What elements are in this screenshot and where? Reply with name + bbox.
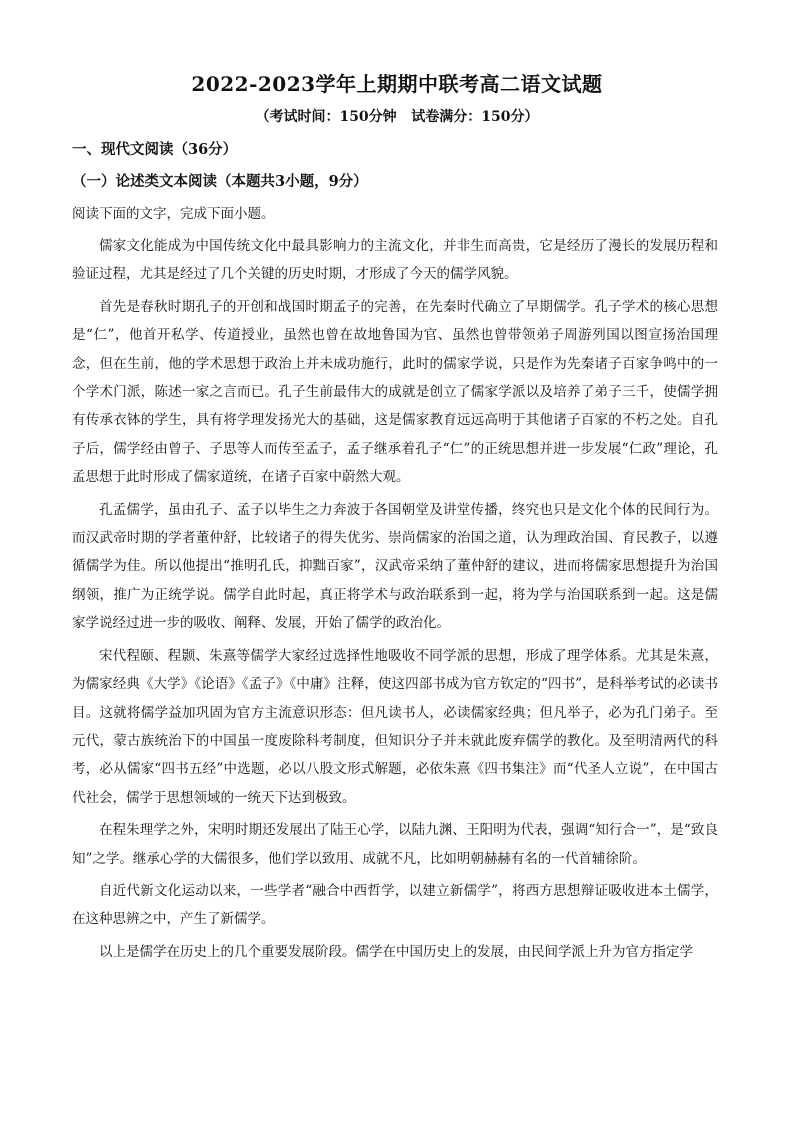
paragraph-3: 孔孟儒学，虽由孔子、孟子以毕生之力奔波于各国朝堂及讲堂传播，终究也只是文化个体的民间行为。而汉武帝时期的学者董仲舒，比较诸子的得失优劣、崇尚儒家的治国之道，认为理政治国、育民教子，以遵循儒学为佳。所以他提出“推明孔氏，抑黜百家”，汉武帝采纳了董仲舒的建议，进而将儒家思想提升为治国纲领，推广为正统学说。儒学自此时起，真正将学术与政治联系到一起，将为学与治国联系到一起。这是儒家学说经过进一步的吸收、阐释、发展，开始了儒学的政治化。 (72, 501, 718, 632)
paragraph-5: 在程朱理学之外，宋明时期还发展出了陆王心学，以陆九渊、王阳明为代表，强调“知行合一”，是“致良知”之学。继承心学的大儒很多，他们学以致用、成就不凡，比如明朝赫赫有名的一代首辅徐阶。 (72, 822, 718, 867)
paragraph-7: 以上是儒学在历史上的几个重要发展阶段。儒学在中国历史上的发展，由民间学派上升为官方指定学 (99, 943, 693, 960)
exam-title: 2022-2023学年上期期中联考高二语文试题 (191, 72, 603, 96)
paragraph-2: 首先是春秋时期孔子的开创和战国时期孟子的完善，在先秦时代确立了早期儒学。孔子学术的核心思想是“仁”，他首开私学、传道授业，虽然也曾在故地鲁国为官、虽然也曾带领弟子周游列国以图宣扬治国理念，但在生前，他的学术思想于政治上并未成功施行，此时的儒家学说，只是作为先秦诸子百家争鸣中的一个学术门派，陈述一家之言而已。孔子生前最伟大的成就是创立了儒家学派以及培养了弟子三千，使儒学拥有传承衣钵的学生，具有将学理发扬光大的基础，这是儒家教育远远高明于其他诸子百家的不朽之处。自孔子后，儒学经由曾子、子思等人而传至孟子，孟子继承着孔子“仁”的正统思想并进一步发展“仁政”理论，孔孟思想于此时形成了儒家道统，在诸子百家中蔚然大观。 (72, 298, 718, 486)
reading-instruction: 阅读下面的文字，完成下面小题。 (72, 206, 275, 222)
paragraph-4: 宋代程颐、程颢、朱熹等儒学大家经过选择性地吸收不同学派的思想，形成了理学体系。尤其是朱熹，为儒家经典《大学》《论语》《孟子》《中庸》注释，使这四部书成为官方钦定的“四书”，是科举考试的必读书目。这就将儒学益加巩固为官方主流意识形态：但凡读书人，必读儒家经典；但凡举子，必为孔门弟子。至元代，蒙古族统治下的中国虽一度废除科考制度，但知识分子并未就此废弃儒学的教化。及至明清两代的科考，必从儒家“四书五经”中选题，必以八股文形式解题，必依朱熹《四书集注》而“代圣人立说”，在中国古代社会，儒学于思想领域的一统天下达到极致。 (72, 647, 718, 806)
section-heading: 一、现代文阅读（36分） (72, 141, 238, 158)
subsection-heading: （一）论述类文本阅读（本题共3小题，9分） (72, 173, 368, 190)
exam-content (72, 136, 718, 970)
paragraph-6: 自近代新文化运动以来，一些学者“融合中西哲学，以建立新儒学”，将西方思想辩证吸收进本土儒学，在这种思辨之中，产生了新儒学。 (72, 882, 718, 928)
exam-time-info: （考试时间：150分钟 试卷满分：150分） (255, 109, 539, 125)
paragraph-1: 儒家文化能成为中国传统文化中最具影响力的主流文化，并非生而高贵，它是经历了漫长的发展历程和验证过程，尤其是经过了几个关键的历史时期，才形成了今天的儒学风貌。 (72, 238, 718, 283)
